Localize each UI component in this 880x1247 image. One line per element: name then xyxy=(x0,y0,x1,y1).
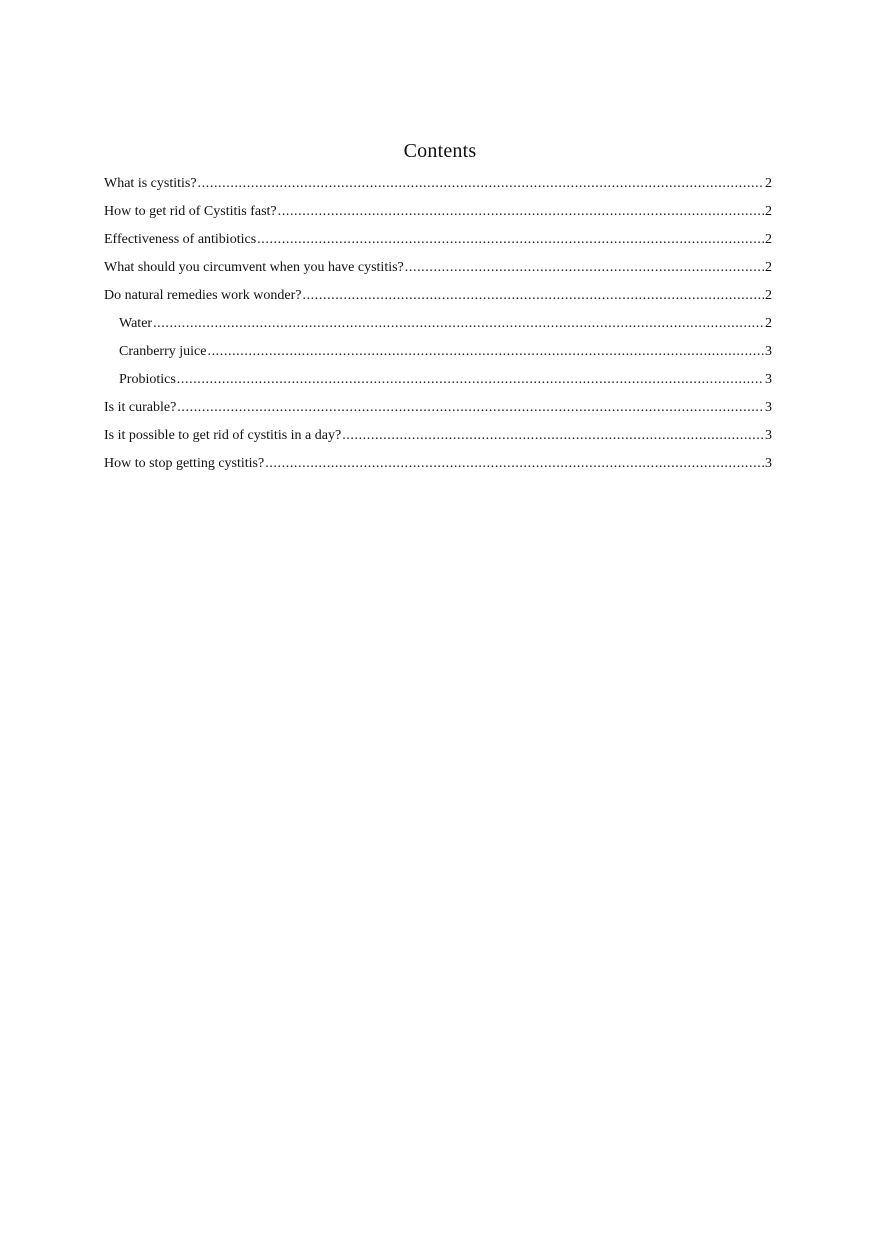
dot-leader xyxy=(278,200,764,224)
toc-title: Contents xyxy=(403,140,477,162)
toc-entry-page-number: 2 xyxy=(765,316,772,331)
toc-entry-probiotics[interactable] xyxy=(104,368,772,396)
dot-leader xyxy=(177,368,764,392)
toc-entry-page-number: 3 xyxy=(765,400,772,415)
toc-entry-circumvent[interactable] xyxy=(104,256,772,284)
dot-leader xyxy=(257,228,764,252)
toc-entry-water[interactable] xyxy=(104,312,772,340)
toc-entry-label: Cranberry juice xyxy=(119,344,207,359)
toc-entry-label: Is it curable? xyxy=(104,400,177,415)
dot-leader xyxy=(198,172,764,196)
toc-entry-label: What is cystitis? xyxy=(104,176,197,191)
toc-entry-cranberry-juice[interactable] xyxy=(104,340,772,368)
toc-entry-label: What should you circumvent when you have cystitis? xyxy=(104,260,404,275)
toc-entry-page-number: 2 xyxy=(765,176,772,191)
toc-entry-natural-remedies[interactable] xyxy=(104,284,772,312)
dot-leader xyxy=(302,284,764,308)
toc-entry-in-a-day[interactable] xyxy=(104,424,772,452)
toc-entry-curable[interactable] xyxy=(104,396,772,424)
toc-entry-page-number: 3 xyxy=(765,456,772,471)
toc-entry-stop-getting[interactable] xyxy=(104,452,772,480)
toc-entry-page-number: 3 xyxy=(765,344,772,359)
toc-entry-page-number: 2 xyxy=(765,204,772,219)
dot-leader xyxy=(153,312,764,336)
toc-entry-page-number: 2 xyxy=(765,288,772,303)
dot-leader xyxy=(265,452,764,476)
toc-entry-label: Probiotics xyxy=(119,372,176,387)
toc-entry-page-number: 2 xyxy=(765,232,772,247)
toc-entry-get-rid-fast[interactable] xyxy=(104,200,772,228)
toc-entry-antibiotics[interactable] xyxy=(104,228,772,256)
dot-leader xyxy=(177,396,764,420)
toc-entry-label: How to stop getting cystitis? xyxy=(104,456,265,471)
toc-entry-label: Do natural remedies work wonder? xyxy=(104,288,302,303)
dot-leader xyxy=(207,340,764,364)
toc-entry-page-number: 2 xyxy=(765,260,772,275)
toc-entry-label: How to get rid of Cystitis fast? xyxy=(104,204,277,219)
toc-entry-label: Water xyxy=(119,316,153,331)
toc-entry-label: Effectiveness of antibiotics xyxy=(104,232,257,247)
dot-leader xyxy=(342,424,764,448)
toc-entry-label: Is it possible to get rid of cystitis in a day? xyxy=(104,428,342,443)
toc-entry-page-number: 3 xyxy=(765,428,772,443)
toc-entry-page-number: 3 xyxy=(765,372,772,387)
dot-leader xyxy=(405,256,764,280)
toc-entry-what-is-cystitis[interactable] xyxy=(104,172,772,200)
table-of-contents xyxy=(104,172,772,480)
